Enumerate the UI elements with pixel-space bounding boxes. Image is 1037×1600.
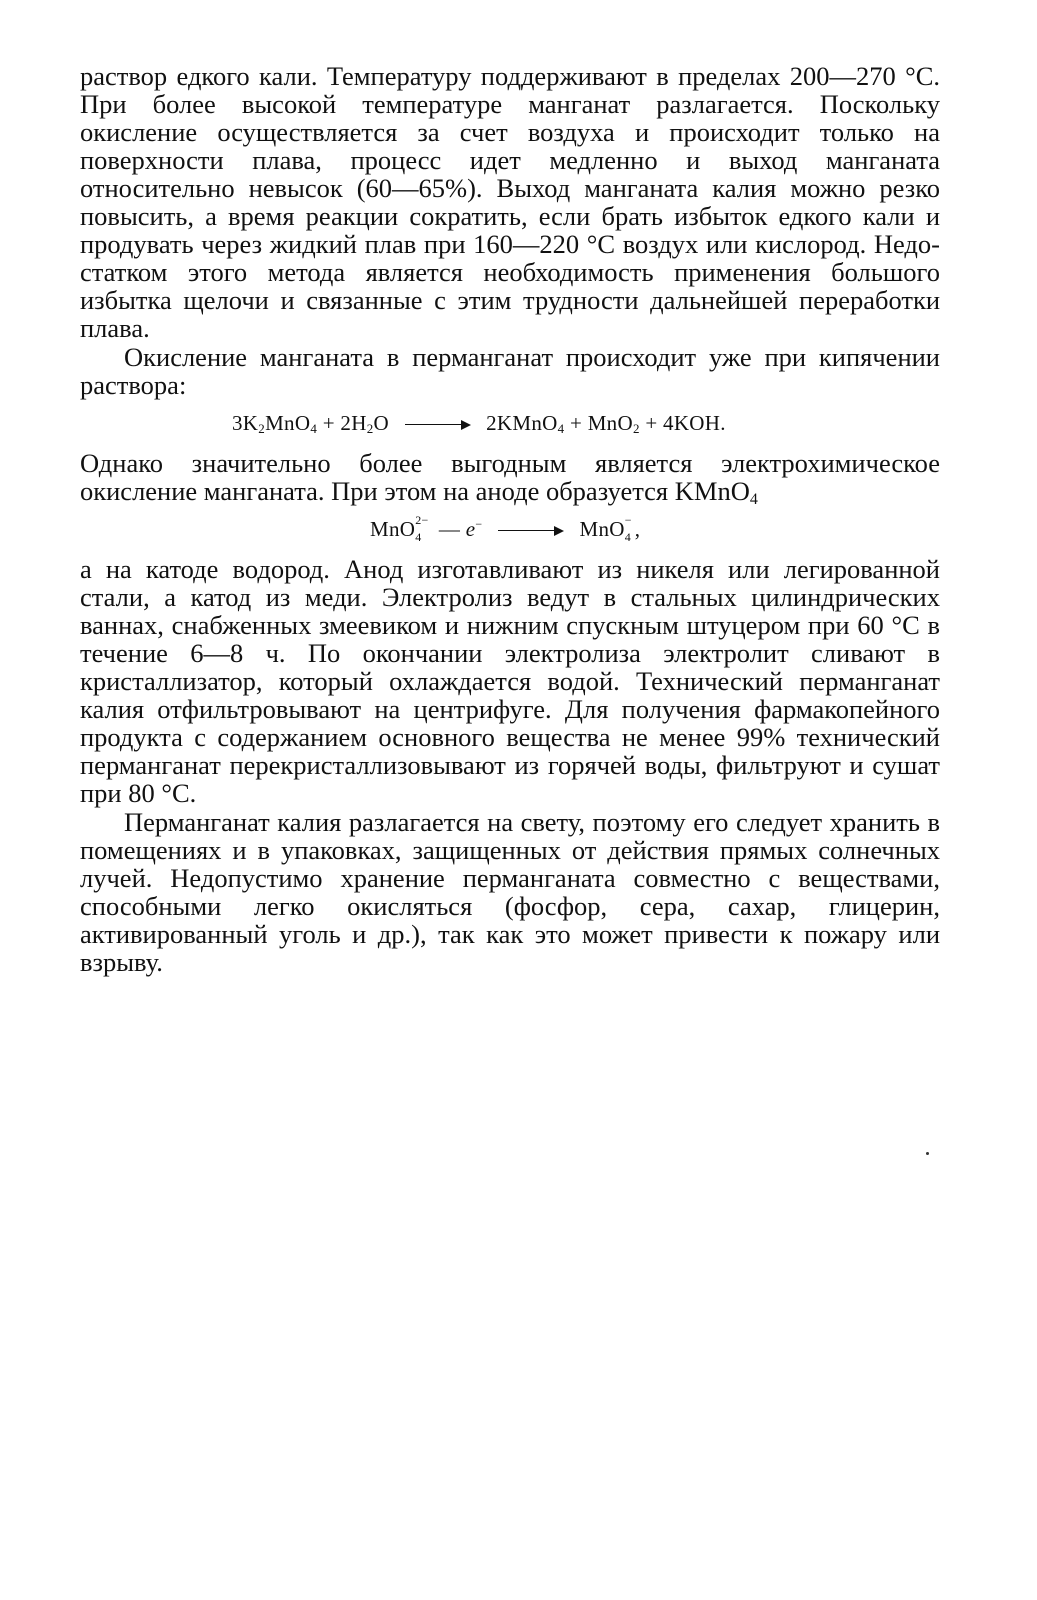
document-page (80, 62, 940, 976)
equation-anode-oxidation (80, 515, 940, 543)
eq2-minus: — (438, 517, 461, 541)
reaction-arrow-icon (405, 420, 471, 430)
eq1-plus: + (569, 411, 583, 435)
eq2-manganate-ion: MnO 2− 4 (370, 513, 429, 544)
paragraph-5: Перманганат калия разлагается на свету, поэтому его следует хранить в помещениях и в упаковках, защищенных от действия прямых солнечных лучей. Недопустимо хранение перманганата совместно с веществами, способными легко окисляться (фосфор, сера, сахар, глицерин, активированный уголь и др.), так как это может привести к пожару или взрыву. (80, 807, 940, 977)
paragraph-3: Однако значительно более выгодным является электрохимическое окисление манганата. При этом на аноде образуется KMnO$_4$ (80, 448, 940, 508)
paragraph-1: раствор едкого кали. Температуру поддерживают в пределах 200—270 °С. При более высокой температуре манганат разлагается. Поскольку окисление осуществляется за счет воздуха и происходит только на поверхности плава, процесс идет медленно и выход манганата относительно невысок (60—65%). Выход манганата калия можно резко повысить, а время реакции сократить, если брать избыток едкого кали и продувать через жидкий плав при 160—220 °С воздух или кислород. Недостатком этого метода является необходимость применения большого избытка щелочи и связанные с этим трудности дальнейшей переработки плава. (80, 61, 940, 343)
reaction-arrow-icon (498, 526, 564, 536)
eq1-product-koh: 4KOH. (663, 411, 726, 435)
eq2-electron: e− (465, 517, 483, 541)
eq1-product-permanganate: 2KMnO$_4$ (486, 411, 565, 436)
eq1-reactant: $3K_2MnO_4$ (232, 411, 318, 436)
eq1-plus: + (322, 411, 335, 435)
eq1-water: $2H_2O$ (340, 411, 389, 436)
equation-manganate-disproportionation (80, 409, 940, 437)
eq1-product-mno2: MnO$_2$ (587, 411, 640, 436)
paragraph-2: Окисление манганата в перманганат происходит уже при кипячении раствора: (80, 342, 940, 400)
eq2-permanganate-ion: MnO − 4 , (579, 513, 641, 544)
paragraph-4: а на катоде водород. Анод изготавливают из никеля или легированной стали, а катод из меди. Электролиз ведут в стальных цилиндрических ваннах, снабженных змеевиком и нижним спускным штуцером при 60 °С в течение 6—8 ч. По окончании электролиза электролит сливают в кристаллизатор, который охлаждается водой. Технический перманганат калия отфильтровывают на центрифуге. Для получения фармакопейного продукта с содержанием основного вещества не менее 99% технический перманганат перекристаллизовывают из горячей воды, фильтруют и сушат при 80 °С. (80, 554, 940, 808)
scan-speck (926, 1152, 929, 1155)
eq1-plus: + (645, 411, 658, 435)
